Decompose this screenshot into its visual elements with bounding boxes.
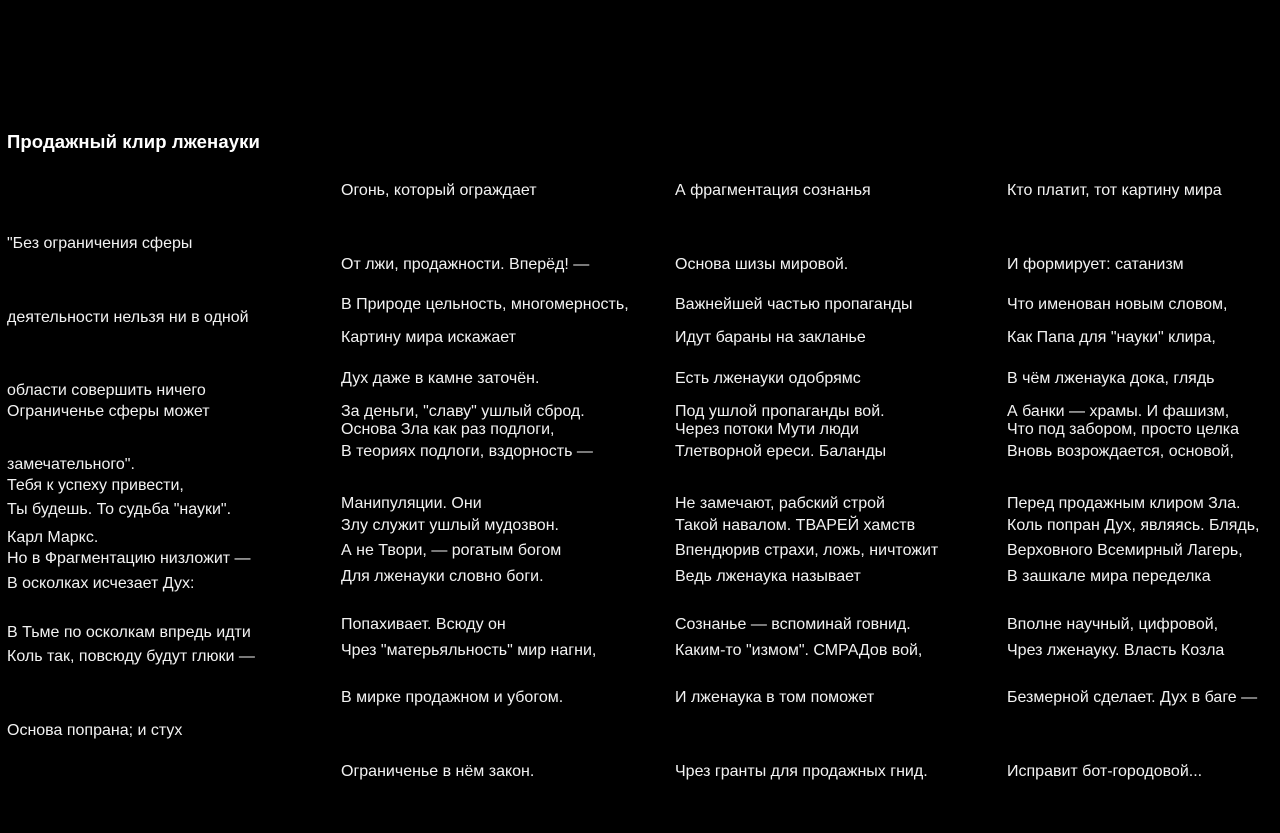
poem-line: А банки — храмы. И фашизм, — [1007, 402, 1230, 420]
poem-line: Коль так, повсюду будут глюки — — [7, 648, 255, 665]
poem-line: Дух даже в камне заточён. — [341, 369, 540, 387]
poem-column-1 — [7, 0, 337, 739]
poem-line: Для лженауки словно боги. — [341, 568, 544, 585]
poem-line: А не Твори, — рогатым богом — [341, 542, 562, 559]
poem-column-4 — [1007, 0, 1280, 780]
poem-line: Верховного Всемирный Лагерь, — [1007, 542, 1243, 559]
poem-line: Есть лженауки одобрямс — [675, 369, 861, 387]
poem-line: Что именован новым словом, — [1007, 296, 1228, 313]
stanza — [7, 449, 337, 792]
poem-line: Такой навалом. ТВАРЕЙ хамств — [675, 516, 916, 534]
poem-line: Каким-то "измом". СМРАДов вой, — [675, 641, 923, 659]
poem-line: В осколках исчезает Дух: — [7, 574, 195, 592]
poem-line: Вполне научный, цифровой, — [1007, 615, 1219, 633]
poem-line: В Тьме по осколкам впредь идти — [7, 623, 251, 641]
poem-line: Перед продажным клиром Зла. — [1007, 494, 1241, 512]
stanza — [675, 490, 1005, 833]
poem-line: В зашкале мира переделка — [1007, 568, 1211, 585]
poem-line: Как Папа для "науки" клира, — [1007, 329, 1216, 346]
poem-line: Огонь, который ограждает — [341, 182, 537, 199]
poem-line: Тебя к успеху привести, — [7, 476, 184, 494]
poem-column-3 — [675, 0, 1005, 780]
poem-line: В чём лженаука дока, глядь — [1007, 369, 1215, 387]
stanza — [1007, 490, 1280, 833]
poem-line: Важнейшей частью пропаганды — [675, 296, 913, 313]
poem-line: Не замечают, рабский строй — [675, 494, 885, 512]
poem-line: Исправит бот-городовой... — [1007, 762, 1203, 780]
poem-line: В теориях подлоги, вздорность — — [341, 443, 593, 460]
poem-line: Вновь возрождается, основой, — [1007, 443, 1234, 460]
poem-line: Коль попран Дух, являясь. Блядь, — [1007, 516, 1260, 534]
poem-line: От лжи, продажности. Вперёд! — — [341, 255, 590, 273]
poem-line: Безмерной сделает. Дух в баге — — [1007, 689, 1258, 706]
poem-line: Кто платит, тот картину мира — [1007, 182, 1222, 199]
page-title: Продажный клир лженауки — [7, 131, 260, 152]
poem-line: И формирует: сатанизм — [1007, 255, 1184, 273]
poem-column-2 — [341, 0, 671, 780]
poem-line: Впендюрив страхи, ложь, ничтожит — [675, 542, 939, 559]
poem-line: В Природе цельность, многомерность, — [341, 296, 629, 313]
poem-line: А фрагментация сознанья — [675, 182, 871, 199]
poem-line: Картину мира искажает — [341, 329, 516, 346]
poem-line: Тлетворной ереси. Баланды — [675, 443, 887, 460]
poem-line: Ограниченье в нём закон. — [341, 762, 535, 780]
epigraph-attribution: Карл Маркс. — [7, 529, 99, 546]
poem-line: Ведь лженаука называет — [675, 568, 861, 585]
epigraph-line: области совершить ничего — [7, 382, 206, 399]
poem-line: За деньги, "славу" ушлый сброд. — [341, 402, 585, 420]
poem-line: Попахивает. Всюду он — [341, 615, 506, 633]
poem-line: Сознанье — вспоминай говнид. — [675, 615, 911, 633]
poem-line: Чрез лженауку. Власть Козла — [1007, 641, 1225, 659]
poem-line: Основа шизы мировой. — [675, 255, 849, 273]
poem-line: И лженаука в том поможет — [675, 689, 875, 706]
poem-line: Идут бараны на закланье — [675, 329, 866, 346]
poem-line: Под ушлой пропаганды вой. — [675, 402, 885, 420]
poem-line: Через потоки Мути люди — [675, 421, 859, 438]
stanza — [341, 490, 671, 833]
poem-line: Ты будешь. То судьба "науки". — [7, 501, 232, 518]
epigraph-line: замечательного". — [7, 455, 135, 473]
poem-line: Чрез "матерьяльность" мир нагни, — [341, 641, 597, 659]
poem-line: Чрез гранты для продажных гнид. — [675, 762, 928, 780]
poem-line: Основа Зла как раз подлоги, — [341, 421, 555, 438]
poem-line: Но в Фрагментацию низложит — — [7, 550, 251, 567]
poem-line: Злу служит ушлый мудозвон. — [341, 516, 559, 534]
epigraph-line: "Без ограничения сферы — [7, 235, 193, 252]
poem-line: Основа попрана; и стух — [7, 721, 183, 739]
epigraph-line: деятельности нельзя ни в одной — [7, 308, 249, 326]
poem-line: Манипуляции. Они — [341, 494, 482, 512]
poem-line: В мирке продажном и убогом. — [341, 689, 564, 706]
poem-line: Что под забором, просто целка — [1007, 421, 1240, 438]
poem-line: Ограниченье сферы может — [7, 403, 210, 420]
